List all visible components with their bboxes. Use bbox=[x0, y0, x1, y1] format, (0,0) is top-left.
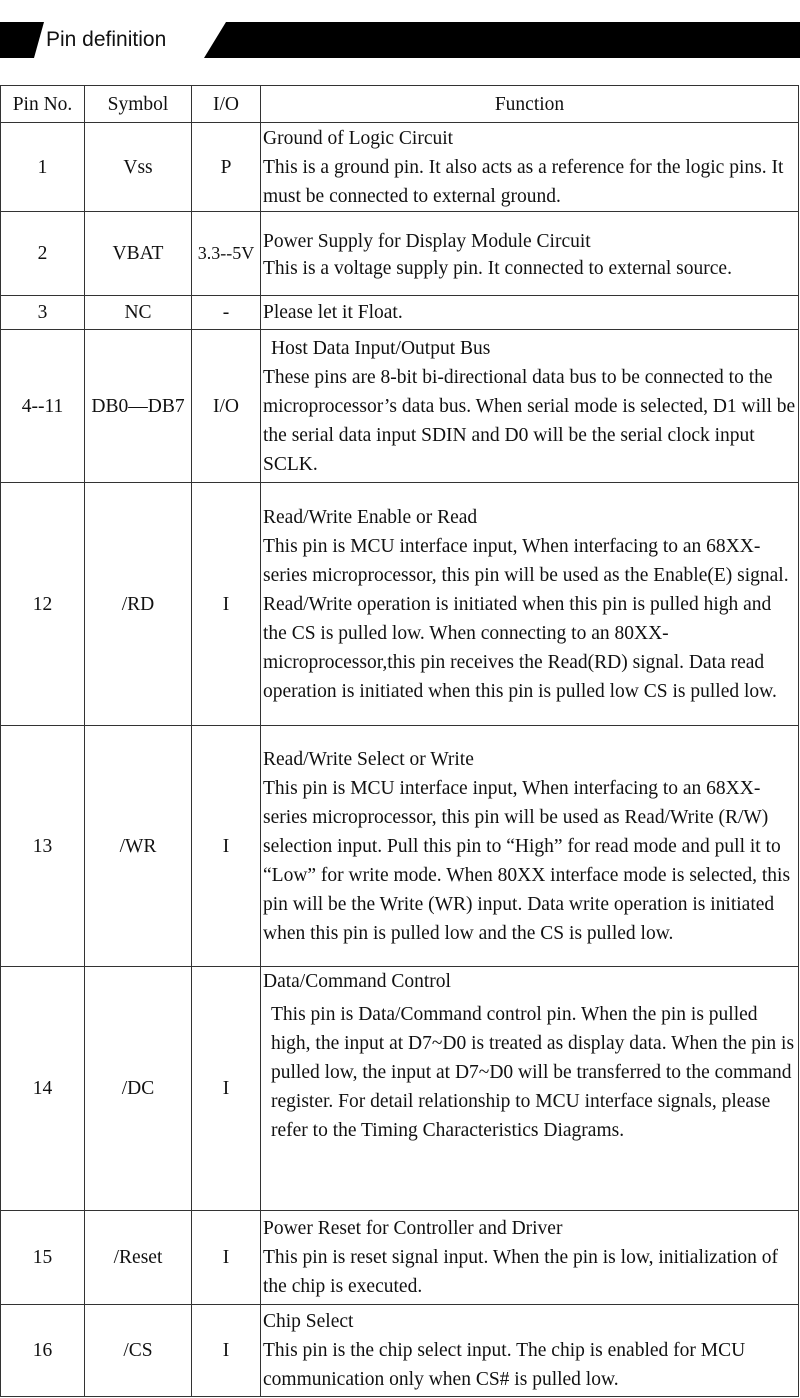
pin-symbol: Vss bbox=[85, 123, 192, 212]
pin-number: 4--11 bbox=[1, 330, 85, 483]
function-title: Read/Write Select or Write bbox=[263, 748, 474, 770]
function-description: These pins are 8-bit bi-directional data bus to be connected to the microprocessor’s data bus. When serial mode is selected, D1 will be the serial data input SDIN and D0 will be the serial clock input SCLK. bbox=[263, 366, 796, 475]
function-title: Please let it Float. bbox=[263, 302, 403, 323]
function-title: Chip Select bbox=[263, 1311, 354, 1332]
pin-symbol: /CS bbox=[85, 1305, 192, 1397]
column-header-function: Function bbox=[261, 86, 799, 123]
pin-number: 2 bbox=[1, 212, 85, 296]
pin-io: I bbox=[192, 483, 261, 726]
function-title: Power Supply for Display Module Circuit bbox=[263, 230, 591, 252]
page-title: Pin definition bbox=[46, 28, 167, 51]
pin-symbol: /DC bbox=[85, 967, 192, 1211]
pin-io: I bbox=[192, 1305, 261, 1397]
column-header-io: I/O bbox=[192, 86, 261, 123]
pin-symbol: /Reset bbox=[85, 1211, 192, 1305]
pin-io: I bbox=[192, 1211, 261, 1305]
pin-function bbox=[261, 212, 799, 296]
table-row bbox=[1, 726, 799, 967]
function-title: Host Data Input/Output Bus bbox=[271, 337, 491, 359]
pin-symbol: /RD bbox=[85, 483, 192, 726]
function-description: This pin is reset signal input. When the pin is low, initialization of the chip is executed. bbox=[263, 1247, 779, 1297]
pin-number: 13 bbox=[1, 726, 85, 967]
table-row bbox=[1, 1305, 799, 1397]
function-title: Power Reset for Controller and Driver bbox=[263, 1218, 563, 1239]
column-header-pin: Pin No. bbox=[1, 86, 85, 123]
pin-number: 12 bbox=[1, 483, 85, 726]
pin-number: 1 bbox=[1, 123, 85, 212]
pin-symbol: /WR bbox=[85, 726, 192, 967]
pin-io: 3.3--5V bbox=[192, 212, 261, 296]
pin-io: P bbox=[192, 123, 261, 212]
function-title: Read/Write Enable or Read bbox=[263, 506, 478, 528]
pin-io: I bbox=[192, 967, 261, 1211]
pin-function bbox=[261, 296, 799, 330]
table-row bbox=[1, 330, 799, 483]
table-row bbox=[1, 123, 799, 212]
pin-symbol: DB0—DB7 bbox=[85, 330, 192, 483]
pin-io: I/O bbox=[192, 330, 261, 483]
pin-function bbox=[261, 483, 799, 726]
table-row bbox=[1, 212, 799, 296]
pin-symbol: VBAT bbox=[85, 212, 192, 296]
pin-function bbox=[261, 967, 799, 1211]
pin-number: 14 bbox=[1, 967, 85, 1211]
pin-io: - bbox=[192, 296, 261, 330]
pin-symbol: NC bbox=[85, 296, 192, 330]
function-description: This pin is the chip select input. The chip is enabled for MCU communication only when CS# is pulled low. bbox=[263, 1340, 746, 1390]
table-row bbox=[1, 483, 799, 726]
function-description: This pin is MCU interface input, When interfacing to an 68XX-series microprocessor, this pin will be used as Read/Write (R/W) selection input. Pull this pin to “High” for read mode and pull it to “Low” for write mode. When 80XX interface mode is selected, this pin will be the Write (WR) input. Data write operation is initiated when this pin is pulled low and the CS is pulled low. bbox=[263, 777, 791, 944]
pin-number: 3 bbox=[1, 296, 85, 330]
pin-function bbox=[261, 1211, 799, 1305]
pin-definition-table bbox=[0, 85, 799, 1397]
table-header-row bbox=[1, 86, 799, 123]
pin-io: I bbox=[192, 726, 261, 967]
function-description: This is a voltage supply pin. It connected to external source. bbox=[263, 257, 732, 279]
pin-number: 15 bbox=[1, 1211, 85, 1305]
pin-function bbox=[261, 1305, 799, 1397]
function-description: This pin is Data/Command control pin. When the pin is pulled high, the input at D7~D0 is treated as display data. When the pin is pulled low, the input at D7~D0 will be transferred to the command register. For detail relationship to MCU interface signals, please refer to the Timing Characteristics Diagrams. bbox=[271, 1004, 795, 1141]
table-row bbox=[1, 296, 799, 330]
table-row bbox=[1, 1211, 799, 1305]
function-title: Data/Command Control bbox=[263, 971, 451, 992]
pin-function bbox=[261, 123, 799, 212]
table-row bbox=[1, 967, 799, 1211]
pin-number: 16 bbox=[1, 1305, 85, 1397]
pin-function bbox=[261, 330, 799, 483]
column-header-symbol: Symbol bbox=[85, 86, 192, 123]
function-title: Ground of Logic Circuit bbox=[263, 127, 454, 149]
function-description: This is a ground pin. It also acts as a reference for the logic pins. It must be connected to external ground. bbox=[263, 156, 784, 207]
function-description: This pin is MCU interface input, When interfacing to an 68XX-series microprocessor, this pin will be used as the Enable(E) signal. Read/Write operation is initiated when this pin is pulled high and the CS is pulled low. When connecting to an 80XX-microprocessor,this pin receives the Read(RD) signal. Data read operation is initiated when this pin is pulled low CS is pulled low. bbox=[263, 535, 789, 702]
pin-function bbox=[261, 726, 799, 967]
